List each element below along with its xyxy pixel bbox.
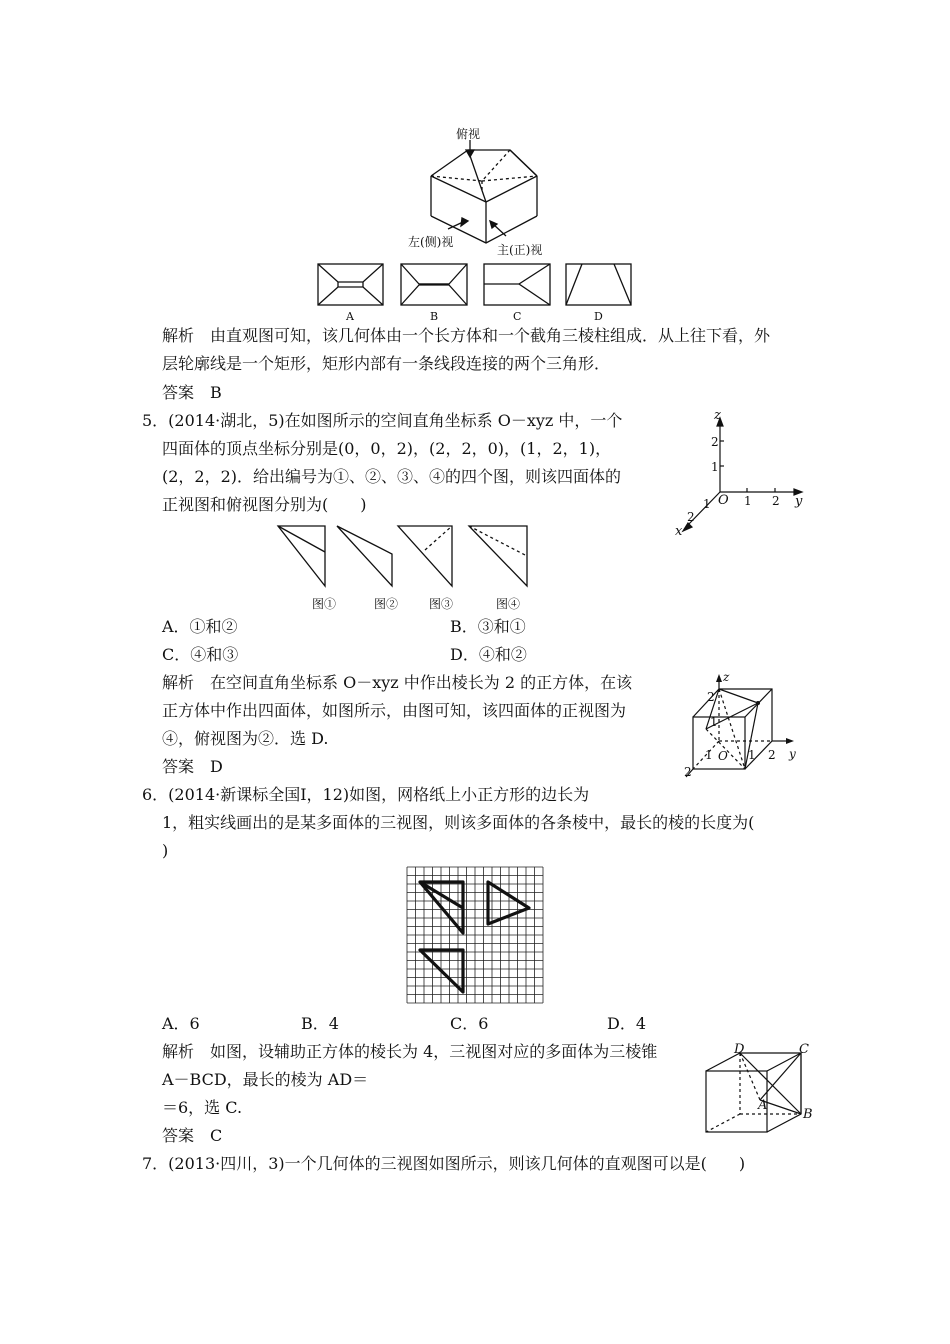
q5-stem-line2: 四面体的顶点坐标分别是(0，0，2)，(2，2，0)，(1，2，1)， <box>162 439 612 458</box>
q5-stem-line4: 正视图和俯视图分别为( ) <box>162 495 367 514</box>
vertex-a-label: A <box>758 1098 768 1113</box>
top-view-label: 俯视 <box>456 127 481 141</box>
option-c-label: C <box>513 310 522 323</box>
x-tick-2: 2 <box>687 510 695 524</box>
option-a-label: A <box>346 310 354 323</box>
cube-z-tick-2: 2 <box>707 690 715 704</box>
figure-3-caption: 图③ <box>429 597 454 611</box>
q5-analysis-line3: ④，俯视图为②．选 D. <box>162 729 329 748</box>
q5-stem-line3: (2，2，2)．给出编号为①、②、③、④的四个图，则该四面体的 <box>162 467 622 486</box>
q5-choice-c: C．④和③ <box>162 645 239 664</box>
q7-stem-line1: 7．(2013·四川，3)一个几何体的三视图如图所示，则该几何体的直观图可以是( ) <box>142 1154 746 1173</box>
q4-analysis-line2: 层轮廓线是一个矩形，矩形内部有一条线段连接的两个三角形． <box>162 354 611 373</box>
q6-stem-line2: 1，粗实线画出的是某多面体的三视图，则该多面体的各条棱中，最长的棱的长度为( <box>162 813 755 832</box>
left-view-label: 左(侧)视 <box>408 235 454 249</box>
q5-stem-line1: 5．(2014·湖北，5)在如图所示的空间直角坐标系 O－xyz 中，一个 <box>142 411 623 430</box>
vertex-c-label: C <box>799 1042 809 1057</box>
cube-y-tick-2: 2 <box>768 748 776 762</box>
figure-2-caption: 图② <box>374 597 399 611</box>
y-tick-2: 2 <box>772 494 780 508</box>
cube-z-label: z <box>723 670 730 684</box>
origin-label: O <box>718 493 729 508</box>
z-tick-2: 2 <box>711 435 719 449</box>
cube-y-label: y <box>789 747 796 761</box>
y-tick-1: 1 <box>744 494 752 508</box>
q6-choice-d: D．4 <box>607 1014 647 1033</box>
z-axis-label: z <box>714 408 721 423</box>
q6-stem-line3: ) <box>162 841 169 860</box>
cube-x-tick-1: 1 <box>705 748 713 762</box>
cube-y-tick-1: 1 <box>748 748 756 762</box>
y-axis-label: y <box>795 494 803 509</box>
x-axis-label: x <box>675 524 683 539</box>
q5-choice-b: B．③和① <box>450 617 526 636</box>
figure-4-caption: 图④ <box>496 597 521 611</box>
cube-origin-label: O <box>718 749 728 763</box>
q4-analysis-line1: 解析 由直观图可知，该几何体由一个长方体和一个截角三棱柱组成．从上往下看，外 <box>162 326 771 345</box>
q5-choice-a: A．①和② <box>162 617 238 636</box>
q6-choice-b: B．4 <box>301 1014 339 1033</box>
cube-x-tick-2: 2 <box>684 765 692 779</box>
cube-z-tick-1: 1 <box>710 715 718 729</box>
q6-analysis-line3: ＝6，选 C. <box>162 1098 243 1117</box>
q5-analysis-line2: 正方体中作出四面体，如图所示，由图可知，该四面体的正视图为 <box>162 701 627 720</box>
q6-choice-c: C．6 <box>450 1014 489 1033</box>
q4-answer: 答案 B <box>162 383 222 402</box>
q5-analysis-line1: 解析 在空间直角坐标系 O－xyz 中作出棱长为 2 的正方体，在该 <box>162 673 633 692</box>
q6-choice-a: A．6 <box>162 1014 200 1033</box>
option-b-label: B <box>430 310 439 323</box>
vertex-d-label: D <box>734 1042 745 1057</box>
q6-analysis-line1: 解析 如图，设辅助正方体的棱长为 4，三视图对应的多面体为三棱锥 <box>162 1042 658 1061</box>
option-d-label: D <box>594 310 603 323</box>
q5-answer: 答案 D <box>162 757 223 776</box>
figure-1-caption: 图① <box>312 597 337 611</box>
q6-analysis-line2: A－BCD，最长的棱为 AD＝ <box>162 1070 369 1089</box>
q6-answer: 答案 C <box>162 1126 223 1145</box>
front-view-label: 主(正)视 <box>497 243 543 257</box>
q5-choice-d: D．④和② <box>450 645 527 664</box>
x-tick-1: 1 <box>703 497 711 511</box>
vertex-b-label: B <box>803 1107 813 1122</box>
q6-stem-line1: 6．(2014·新课标全国Ⅰ，12)如图，网格纸上小正方形的边长为 <box>142 785 590 804</box>
z-tick-1: 1 <box>711 460 719 474</box>
